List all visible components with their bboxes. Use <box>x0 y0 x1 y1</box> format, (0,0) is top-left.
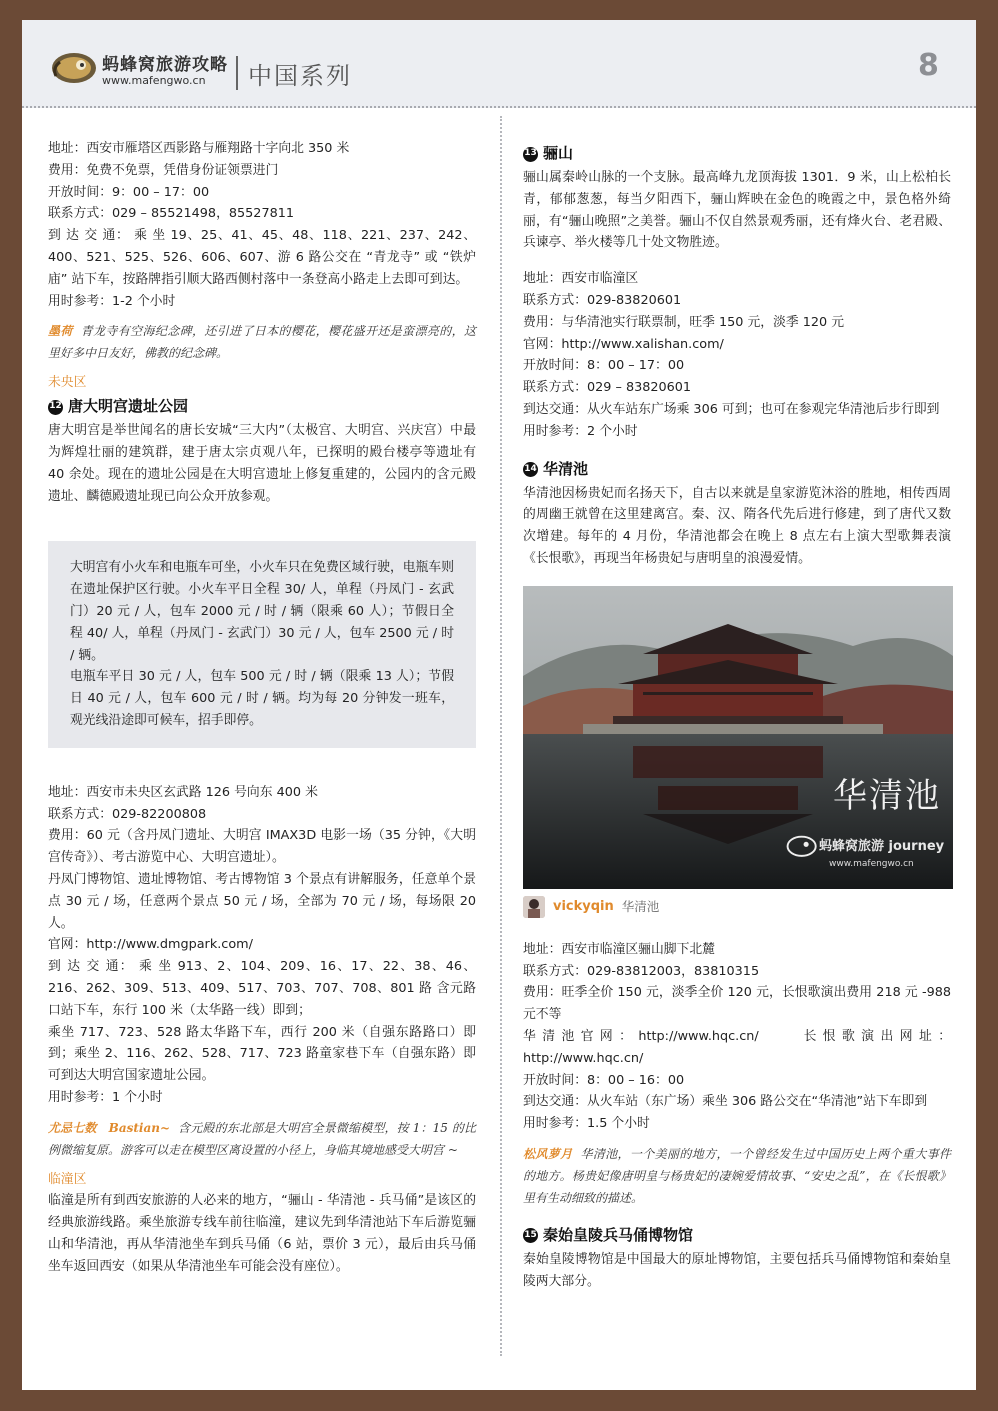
mafengwo-logo-icon <box>48 46 98 86</box>
section-title: 华清池 <box>543 459 589 478</box>
info-line: 地址：西安市临潼区 <box>523 271 639 287</box>
website-link[interactable]: 官网：http://www.xalishan.com/ <box>523 336 724 352</box>
info-line: 用时参考：1.5 个小时 <box>523 1116 650 1132</box>
avatar[interactable] <box>523 896 545 918</box>
info-line: 到 达 交 通： 乘 坐 19、25、41、45、48、118、221、237、242、400、521、525、526、606、607、游 6 路公交在 “青龙寺” 或 “铁炉庙” 站下车，按路牌指引顺大路西侧村落中一条登高小路走上去即可到达。 <box>48 228 476 287</box>
photo-caption <box>523 889 951 925</box>
info-line: 用时参考：1-2 个小时 <box>48 293 176 309</box>
brand-url: www.mafengwo.cn <box>102 74 206 87</box>
huaqing-pool-photo[interactable] <box>523 586 953 889</box>
column-divider <box>500 116 502 1356</box>
header-divider <box>236 56 238 90</box>
page-number: 8 <box>918 48 939 83</box>
info-line: 联系方式：029-82200808 <box>48 806 207 822</box>
info-line: 到达交通：从火车站东广场乘 306 可到；也可在参观完华清池后步行即到 <box>523 401 940 417</box>
quote-user[interactable]: 松风萝月 <box>523 1146 573 1161</box>
section-body: 骊山属秦岭山脉的一个支脉。最高峰九龙顶海拔 1301．9 米，山上松柏长青，郁郁葱葱，每当夕阳西下，骊山辉映在金色的晚霞之中，景色格外绮丽，有“骊山晚照”之美誉。骊山不仅自然景观秀丽，还有烽火台、老君殿、兵谏亭、举火楼等几十处文物胜迹。 <box>523 170 951 251</box>
region-label: 临潼区 <box>48 1171 87 1187</box>
user-quote <box>48 1117 476 1161</box>
avatar-image <box>523 896 545 918</box>
info-line: 用时参考：2 个小时 <box>523 423 638 439</box>
section-body: 秦始皇陵博物馆是中国最大的原址博物馆，主要包括兵马俑博物馆和秦始皇陵两大部分。 <box>523 1251 951 1289</box>
brand-name: 蚂蜂窝旅游攻略 <box>102 55 228 75</box>
series-title: 中国系列 <box>248 62 352 90</box>
info-line: 乘坐 717、723、528 路太华路下车，西行 200 米（自强东路路口）即到；乘坐 2、116、262、528、717、723 路童家巷下车（自强东路）即可到达大明宫国家遗址公园。 <box>48 1024 476 1084</box>
section-title: 唐大明宫遗址公园 <box>68 397 189 416</box>
info-line: 地址：西安市临潼区骊山脚下北麓 <box>523 941 715 957</box>
tip-text: 大明宫有小火车和电瓶车可坐，小火车只在免费区域行驶，电瓶车则在遗址保护区行驶。小火车平日全程 30/ 人，单程（丹凤门 - 玄武门）20 元 / 人，包车 2000 元 / 时 / 辆（限乘 60 人）；节假日全程 40/ 人，单程（丹凤门 - 玄武门）30 元 / 人，包车 2500 元 / 时 / 辆。 <box>70 560 454 663</box>
quote-text: 含元殿的东北部是大明宫全景微缩模型，按 1：15 的比例微缩复原。游客可以走在模型区离设置的小径上，身临其境地感受大明宫 ~ <box>48 1120 476 1157</box>
section-title: 秦始皇陵兵马俑博物馆 <box>543 1226 694 1245</box>
section-number-badge: 15 <box>523 1228 538 1243</box>
info-line: 联系方式：029 – 85521498，85527811 <box>48 206 295 222</box>
info-line: 开放时间：8：00 – 17：00 <box>523 358 685 374</box>
info-line: 到达交通：从火车站（东广场）乘坐 306 路公交在“华清池”站下车即到 <box>523 1094 928 1110</box>
section-body: 唐大明宫是举世闻名的唐长安城“三大内”（太极宫、大明宫、兴庆宫）中最为辉煌壮丽的建筑群，建于唐太宗贞观八年，已探明的殿台楼亭等遗址有 40 余处。现在的遗址公园是在大明宫遗址上修复重建的，公园内的含元殿遗址、麟德殿遗址现已向公众开放参观。 <box>48 423 476 504</box>
info-line: 费用：60 元（含丹凤门遗址、大明宫 IMAX3D 电影一场（35 分钟，《大明宫传奇》）、考古游览中心、大明宫遗址）。 <box>48 828 476 866</box>
website-link[interactable]: 官网：http://www.dmgpark.com/ <box>48 937 253 953</box>
info-line: 开放时间：8：00 – 16：00 <box>523 1072 685 1088</box>
info-line: 用时参考：1 个小时 <box>48 1089 163 1105</box>
caption-user[interactable]: vickyqin <box>553 898 614 914</box>
caption-text: 华清池 <box>621 898 660 914</box>
tip-box <box>48 541 476 747</box>
photo-watermark-brand: 蚂蜂窝旅游 journey <box>819 838 945 854</box>
info-line: 费用：免费不免票，凭借身份证领票进门 <box>48 162 279 178</box>
info-line: 开放时间：9：00 – 17：00 <box>48 184 210 200</box>
info-line: 费用：旺季全价 150 元，淡季全价 120 元，长恨歌演出费用 218 元 -988 元不等 <box>523 985 951 1023</box>
section-title: 骊山 <box>543 144 574 163</box>
info-line: 地址：西安市雁塔区西影路与雁翔路十字向北 350 米 <box>48 141 350 156</box>
user-quote <box>523 1143 951 1209</box>
watermark-logo-icon <box>785 832 817 858</box>
left-column <box>48 138 476 1278</box>
photo-watermark-url: www.mafengwo.cn <box>829 858 914 869</box>
info-line: 费用：与华清池实行联票制，旺季 150 元，淡季 120 元 <box>523 314 845 330</box>
section-heading <box>48 394 476 420</box>
quote-text: 青龙寺有空海纪念碑，还引进了日本的樱花，樱花盛开还是蛮漂亮的，这里好多中日友好，佛教的纪念碑。 <box>48 324 476 361</box>
page <box>22 20 976 1390</box>
section-number-badge: 12 <box>48 400 63 415</box>
section-heading <box>523 141 951 167</box>
info-line: 联系方式：029-83812003，83810315 <box>523 963 760 979</box>
section-number-badge: 14 <box>523 462 538 477</box>
info-line: 到 达 交 通： 乘 坐 913、2、104、209、16、17、22、38、46、216、262、309、513、409、517、703、707、708、801 路 含元路口站下车，东行 100 米（太华路一线）即到； <box>48 959 476 1018</box>
section-body: 华清池因杨贵妃而名扬天下，自古以来就是皇家游览沐浴的胜地，相传西周的周幽王就曾在这里建离宫。秦、汉、隋各代先后进行修建，到了唐代又数次增建。每年的 4 月份，华清池都会在晚上 8 点左右上演大型歌舞表演《长恨歌》，再现当年杨贵妃与唐明皇的浪漫爱情。 <box>523 485 951 566</box>
website-links[interactable]: 华清池官网：http://www.hqc.cn/ 长恨歌演出网址：http://www.hqc.cn/ <box>523 1028 951 1066</box>
info-line: 联系方式：029-83820601 <box>523 292 682 308</box>
region-label: 未央区 <box>48 375 87 391</box>
quote-text: 华清池，一个美丽的地方，一个曾经发生过中国历史上两个重大事件的地方。杨贵妃像唐明皇与杨贵妃的凄婉爱情故事、“安史之乱”，在《长恨歌》里有生动细致的描述。 <box>523 1146 951 1205</box>
info-line: 丹凤门博物馆、遗址博物馆、考古博物馆 3 个景点有讲解服务，任意单个景点 30 元 / 场，任意两个景点 50 元 / 场，全部为 70 元 / 场，每场限 20 人。 <box>48 871 476 931</box>
section-heading <box>523 1223 951 1249</box>
info-line: 联系方式：029 – 83820601 <box>523 380 692 396</box>
right-column <box>523 141 951 1293</box>
region-body: 临潼是所有到西安旅游的人必来的地方，“骊山 - 华清池 - 兵马俑”是该区的经典旅游线路。乘坐旅游专线车前往临潼，建议先到华清池站下车后游览骊山和华清池，再从华清池坐车到兵马俑（6 站，票价 3 元），最后由兵马俑坐车返回西安（如果从华清池坐车可能会没有座位）。 <box>48 1193 476 1274</box>
section-heading <box>523 457 951 483</box>
quote-user[interactable]: 墨荷 <box>48 324 73 339</box>
section-number-badge: 13 <box>523 147 538 162</box>
tip-text: 电瓶车平日 30 元 / 人，包车 500 元 / 时 / 辆（限乘 13 人）；节假日 40 元 / 人，包车 600 元 / 时 / 辆。均为每 20 分钟发一班车，观光线沿途即可候车，招手即停。 <box>70 669 454 728</box>
page-header <box>22 20 976 108</box>
quote-user[interactable]: 尤忌七数 Bastian~ <box>48 1120 171 1135</box>
photo-watermark-title: 华清池 <box>833 775 941 816</box>
info-line: 地址：西安市未央区玄武路 126 号向东 400 米 <box>48 784 318 800</box>
user-quote <box>48 320 476 364</box>
